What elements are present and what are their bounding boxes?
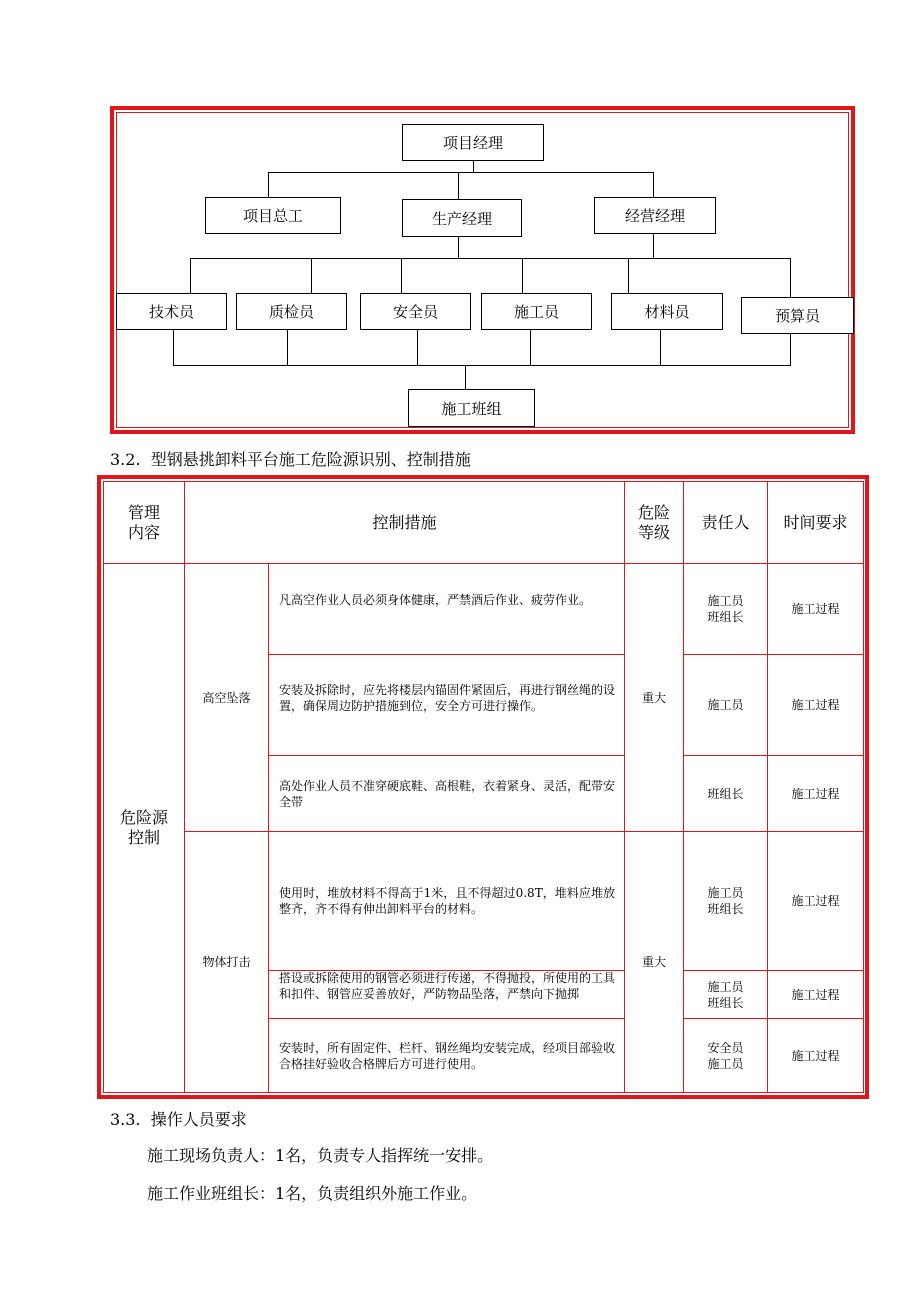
org-node-safety-officer: 安全员: [360, 293, 471, 330]
section-heading-3-3: 3.3. 操作人员要求: [110, 1110, 247, 1129]
section-heading-3-2: 3.2. 型钢悬挑卸料平台施工危险源识别、控制措施: [110, 450, 471, 469]
org-node-technician: 技术员: [116, 293, 227, 330]
responsible-name: 班组长: [707, 610, 744, 624]
responsible-name: 施工员: [707, 594, 744, 608]
time-cell: 施工过程: [791, 602, 840, 616]
table-rule: [268, 654, 624, 655]
connector-line: [465, 365, 466, 390]
connector-line: [628, 258, 629, 293]
connector-line: [790, 258, 791, 297]
connector-line: [522, 258, 523, 293]
responsible-name: 班组长: [707, 995, 744, 1010]
time-cell: 施工过程: [791, 894, 840, 908]
table-rule: [268, 755, 624, 756]
org-node-materials-officer: 材料员: [611, 293, 723, 330]
connector-line: [458, 236, 459, 258]
header-time: 时间要求: [783, 512, 848, 532]
org-node-budget-officer: 预算员: [741, 297, 854, 334]
connector-line: [173, 365, 791, 366]
responsible-cell: 施工员: [707, 698, 744, 712]
org-node-quality-inspector: 质检员: [236, 293, 347, 330]
category-line1: 危险源: [119, 808, 168, 827]
time-cell: 施工过程: [791, 786, 840, 801]
responsible-cell: [684, 1019, 767, 1092]
measure-cell: 凡高空作业人员必须身体健康，严禁酒后作业、疲劳作业。: [279, 593, 592, 607]
connector-line: [173, 329, 174, 365]
header-level-line1: 危险: [637, 502, 670, 522]
measure-cell: 高处作业人员不准穿硬底鞋、高根鞋，衣着紧身、灵活，配带安全带: [279, 779, 616, 809]
measure-cell: 使用时，堆放材料不得高于1米，且不得超过0.8T，堆料应堆放整齐，齐不得有伸出卸料平台的材料。: [279, 886, 615, 916]
group-strike-level: 重大: [641, 955, 666, 969]
category-hazard-control: [104, 564, 184, 1092]
requirement-line-1: 施工现场负责人：1名，负责专人指挥统一安排。: [147, 1146, 494, 1165]
table-rule: [863, 481, 864, 1093]
responsible-name: 班组长: [707, 902, 744, 916]
org-node-project-manager: 项目经理: [402, 124, 544, 161]
connector-line: [653, 172, 654, 197]
connector-line: [458, 172, 459, 199]
table-rule: [268, 1018, 624, 1019]
time-cell: 施工过程: [791, 987, 840, 1002]
header-content-line2: 内容: [127, 522, 160, 542]
responsible-name: 施工员: [707, 979, 744, 994]
connector-line: [530, 329, 531, 365]
group-object-strike: 物体打击: [202, 955, 251, 969]
connector-line: [311, 258, 312, 293]
requirement-line-2: 施工作业班组长：1名，负责组织外施工作业。: [147, 1184, 478, 1203]
connector-line: [190, 258, 191, 293]
header-responsible: 责任人: [701, 512, 750, 532]
connector-line: [268, 172, 269, 197]
org-node-business-manager: 经营经理: [594, 197, 716, 234]
header-content: [104, 482, 184, 563]
header-content-line1: 管理: [127, 502, 160, 522]
responsible-name: 施工员: [707, 886, 744, 900]
responsible-cell: 班组长: [707, 786, 744, 801]
header-measures: 控制措施: [372, 512, 437, 532]
connector-line: [401, 258, 402, 293]
connector-line: [653, 233, 654, 258]
group-fall-level: 重大: [641, 690, 666, 705]
header-level: [625, 482, 683, 563]
org-node-chief-engineer: 项目总工: [205, 197, 341, 234]
time-cell: 施工过程: [791, 1048, 840, 1063]
responsible-cell: [684, 564, 767, 654]
group-fall-from-height: 高空坠落: [202, 690, 251, 705]
category-line2: 控制: [127, 828, 160, 847]
org-node-production-manager: 生产经理: [402, 199, 522, 237]
header-level-line2: 等级: [637, 522, 670, 542]
table-rule: [268, 563, 269, 1093]
connector-line: [268, 172, 653, 173]
connector-line: [190, 258, 791, 259]
responsible-cell: [684, 832, 767, 970]
responsible-name: 安全员: [707, 1040, 744, 1055]
table-rule: [103, 1092, 863, 1093]
time-cell: 施工过程: [791, 698, 840, 712]
connector-line: [473, 160, 474, 172]
connector-line: [790, 333, 791, 365]
connector-line: [417, 329, 418, 365]
measure-cell: 搭设或拆除使用的钢管必须进行传递，不得抛投，所使用的工具和扣件、钢管应妥善放好，严防物品坠落，严禁向下抛掷: [279, 971, 616, 1001]
org-node-construction-team: 施工班组: [408, 389, 535, 427]
connector-line: [287, 329, 288, 365]
responsible-cell: [684, 971, 767, 1018]
connector-line: [660, 329, 661, 365]
responsible-name: 施工员: [707, 1056, 744, 1071]
measure-cell: 安装时，所有固定件、栏杆、钢丝绳均安装完成，经项目部验收合格挂好验收合格牌后方可进行使用。: [279, 1041, 616, 1071]
measure-cell: 安装及拆除时，应先将楼层内锚固件紧固后，再进行钢丝绳的设置，确保周边防护措施到位，安全方可进行操作。: [279, 683, 616, 713]
org-node-construction-worker: 施工员: [481, 293, 592, 330]
